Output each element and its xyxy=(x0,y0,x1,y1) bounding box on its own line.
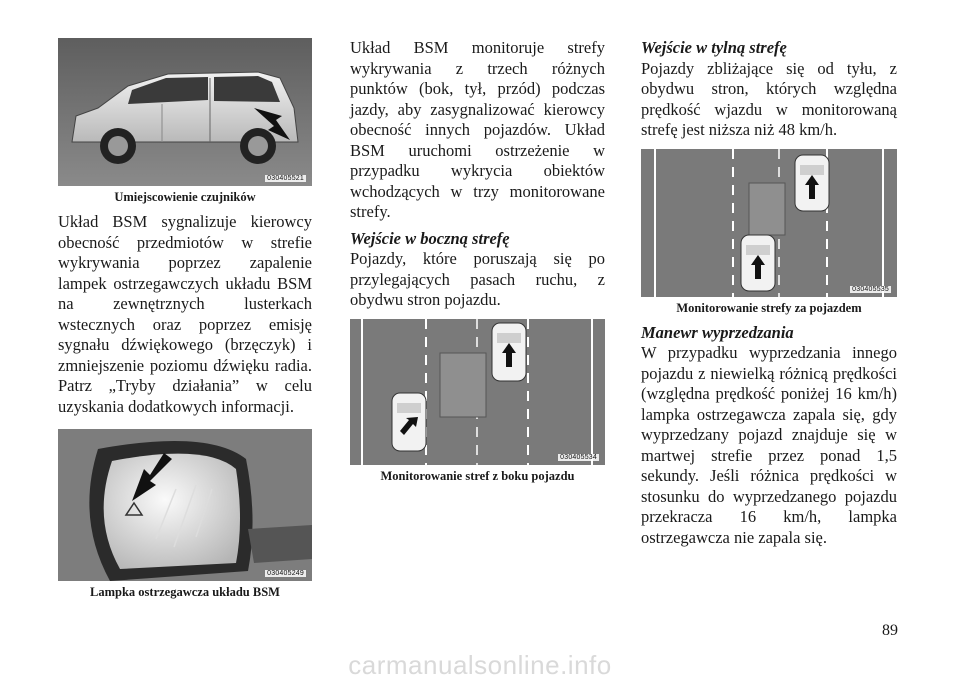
section-heading: Wejście w tylną strefę xyxy=(641,38,787,57)
minivan-illustration xyxy=(58,38,312,186)
mirror-illustration xyxy=(58,429,312,581)
section-heading: Wejście w boczną strefę xyxy=(350,228,510,248)
figure-caption: Lampka ostrzegawcza układu BSM xyxy=(90,585,280,599)
body-paragraph: W przypadku wyprzedzania innego pojazdu z niewielką różnicą prędkości (względna prędkość poniżej 16 km/h) lampka ostrzegawcza zapala się, gdy wyprzedzany pojazd znajduje się w martwej strefie przez ponad 1,5 sekundy. Jeśli różnica prędkości w stosunku do wyprzedzanego pojazdu przekracza 16 km/h, lampka ostrzegawcza nie zapala się. xyxy=(641,343,897,547)
body-paragraph: Układ BSM sygnalizuje kierowcy obecność przedmiotów w strefie wykrywania poprzez zapalenie lampek ostrzegawczych układu BSM na zewnętrznych lusterkach wstecznych oraz poprzez emisję sygnału dźwiękowego (brzęczyk) i zmniejszenie poziomu dźwięku radia. Patrz „Tryby działania” w celu uzyskania dodatkowych informacji. xyxy=(58,212,312,416)
figure-code: 030405535 xyxy=(852,285,889,293)
figure-caption: Monitorowanie stref z boku pojazdu xyxy=(380,468,575,483)
figure-code: 030405249 xyxy=(267,570,304,577)
figure-code: 030405534 xyxy=(560,453,597,461)
rear-zone-diagram xyxy=(641,149,897,297)
side-zone-figure xyxy=(350,319,605,465)
figure-code: 030405521 xyxy=(267,175,304,182)
page-number: 89 xyxy=(882,622,898,639)
detection-zone xyxy=(749,183,785,235)
section-heading: Manewr wyprzedzania xyxy=(641,322,794,342)
body-paragraph: Układ BSM monitoruje strefy wykrywania z trzech różnych punktów (bok, tył, przód) podczas jazdy, aby zasygnalizować kierowcy obecność innych pojazdów. Układ BSM uruchomi ostrzeżenie w przypadku wykrycia obiektów wchodzących w trzy monitorowane strefy. xyxy=(350,38,605,221)
figure-caption: Umiejscowienie czujników xyxy=(114,190,256,204)
side-zone-diagram xyxy=(350,319,605,465)
rear-zone-figure xyxy=(641,149,897,297)
column-1 xyxy=(58,38,312,607)
watermark: carmanualsonline.info xyxy=(348,650,612,680)
detection-zone xyxy=(440,353,486,417)
figure-caption: Monitorowanie strefy za pojazdem xyxy=(676,300,862,315)
car-sensor-figure xyxy=(58,38,312,186)
body-paragraph: Pojazdy zbliżające się od tyłu, z obydwu stron, których względna prędkość wjazdu w monitorowaną strefę jest niższa niż 48 km/h. xyxy=(641,58,897,139)
column-3 xyxy=(641,38,897,548)
mirror-figure xyxy=(58,429,312,581)
column-2 xyxy=(350,38,605,491)
body-paragraph: Pojazdy, które poruszają się po przylegających pasach ruchu, z obydwu stron pojazdu. xyxy=(350,249,605,309)
